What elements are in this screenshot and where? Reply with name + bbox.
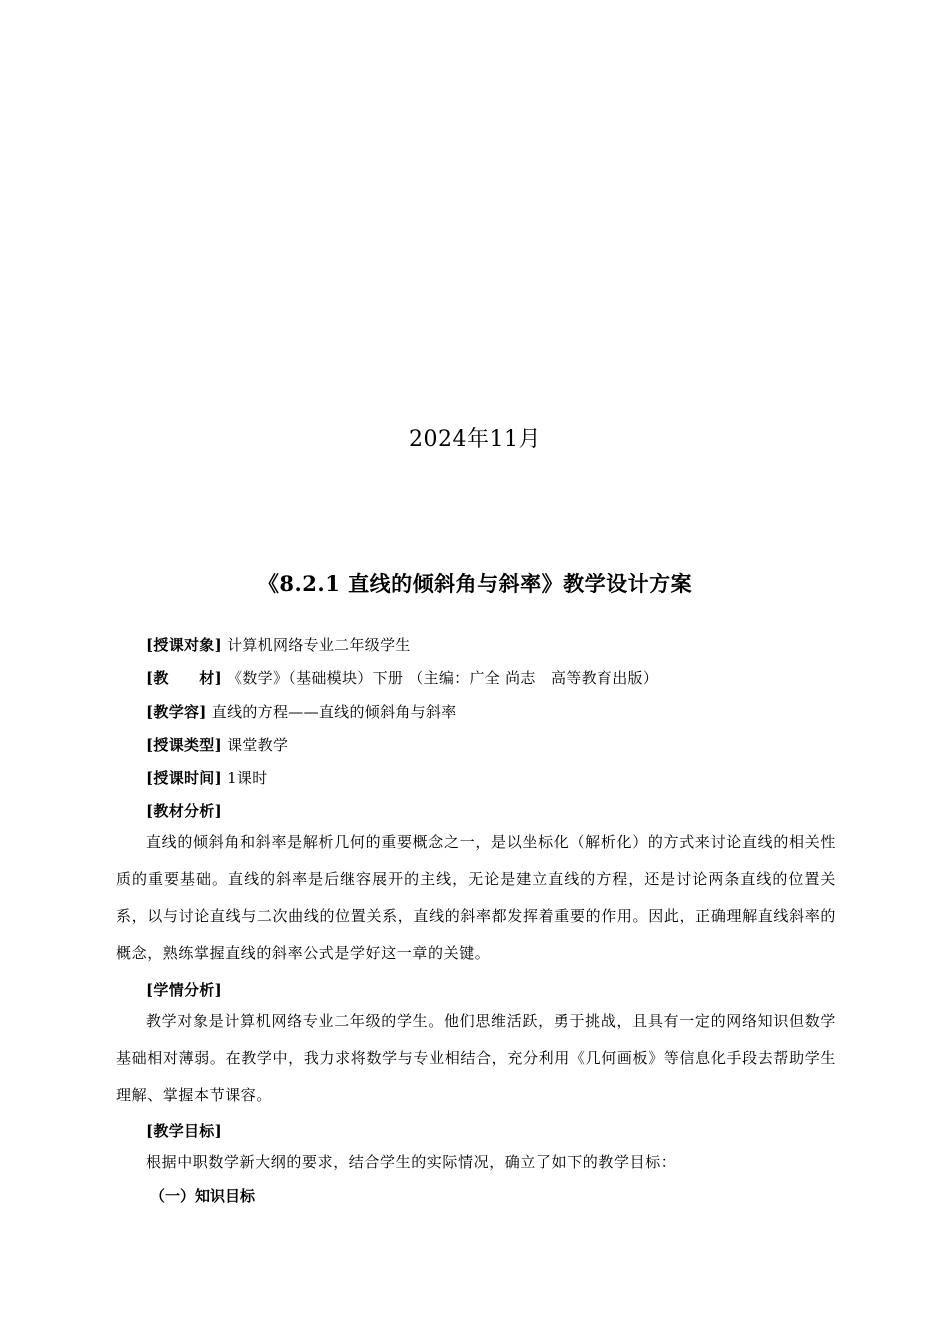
document-date: 2024年11月 (409, 427, 541, 452)
meta-value: 直线的方程——直线的倾斜角与斜率 (211, 703, 457, 721)
meta-textbook (146, 667, 658, 688)
meta-value: 计算机网络专业二年级学生 (227, 636, 411, 654)
meta-label: [教学容] (146, 703, 207, 721)
meta-teaching-object (146, 634, 411, 655)
meta-label: [教 材] (146, 669, 222, 687)
meta-lesson-type (146, 734, 288, 755)
meta-label: [授课时间] (146, 769, 222, 787)
paragraph-textbook-analysis: 直线的倾斜角和斜率是解析几何的重要概念之一，是以坐标化（解析化）的方式来讨论直线的相关性质的重要基础。直线的斜率是后继容展开的主线，无论是建立直线的方程，还是讨论两条直线的位置关系，以与讨论直线与二次曲线的位置关系，直线的斜率都发挥着重要的作用。因此，正确理解直线斜率的概念，熟练掌握直线的斜率公式是学好这一章的关键。 (116, 833, 836, 962)
meta-lesson-time (146, 767, 268, 788)
section-heading-student-analysis: [学情分析] (146, 981, 222, 999)
document-title: 《8.2.1 直线的倾斜角与斜率》教学设计方案 (257, 571, 693, 596)
section-heading-teaching-goals: [教学目标] (146, 1122, 222, 1140)
meta-label: [授课对象] (146, 636, 222, 654)
meta-value: 《数学》（基础模块）下册 （主编：广全 尚志 高等教育出版） (227, 669, 659, 687)
meta-value: 课堂教学 (227, 736, 289, 754)
paragraph-teaching-goals: 根据中职数学新大纲的要求，结合学生的实际情况，确立了如下的教学目标： (146, 1153, 677, 1171)
subheading-knowledge-goal: （一）知识目标 (150, 1187, 256, 1205)
section-heading-textbook-analysis: [教材分析] (146, 802, 222, 820)
meta-content (146, 701, 457, 722)
meta-value: 1课时 (227, 769, 268, 787)
paragraph-student-analysis: 教学对象是计算机网络专业二年级的学生。他们思维活跃，勇于挑战，且具有一定的网络知识但数学基础相对薄弱。在教学中，我力求将数学与专业相结合，充分利用《几何画板》等信息化手段去帮助学生理解、掌握本节课容。 (116, 1012, 836, 1104)
meta-label: [授课类型] (146, 736, 222, 754)
